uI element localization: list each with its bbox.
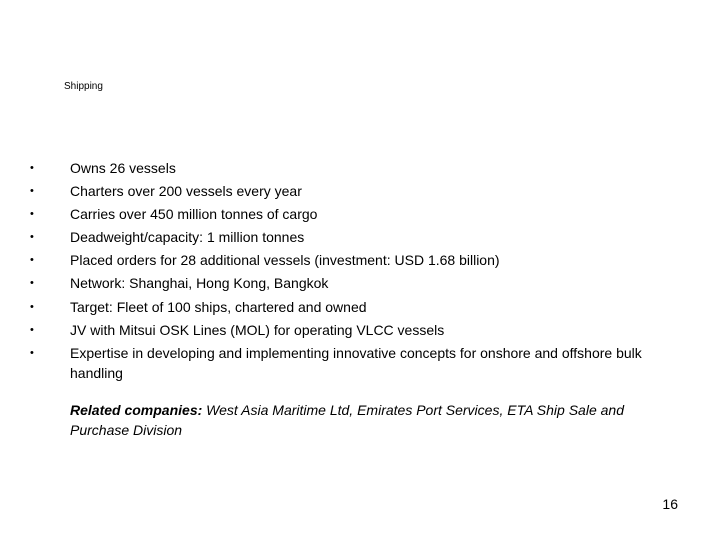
bullet-icon: •: [30, 300, 34, 313]
list-item: [30, 343, 650, 383]
related-companies: [70, 400, 630, 440]
bullet-text: Network: Shanghai, Hong Kong, Bangkok: [70, 275, 329, 292]
related-companies-label: Related companies:: [70, 402, 203, 418]
bullet-icon: •: [30, 208, 34, 221]
bullet-text: Charters over 200 vessels every year: [70, 183, 302, 200]
bullet-text: Placed orders for 28 additional vessels (investment: USD 1.68 billion): [70, 252, 500, 269]
bullet-text: Carries over 450 million tonnes of cargo: [70, 206, 318, 223]
list-item: [30, 297, 650, 317]
page-number: 16: [662, 496, 678, 512]
list-item: [30, 250, 650, 270]
bullet-text: Expertise in developing and implementing innovative concepts for onshore and offshore bulk handling: [70, 344, 642, 381]
bullet-icon: •: [30, 277, 34, 290]
bullet-text: Target: Fleet of 100 ships, chartered and owned: [70, 298, 367, 315]
list-item: [30, 204, 650, 224]
list-item: [30, 181, 650, 201]
bullet-icon: •: [30, 346, 34, 359]
list-item: [30, 320, 650, 340]
bullet-text: JV with Mitsui OSK Lines (MOL) for operating VLCC vessels: [70, 321, 445, 338]
list-item: [30, 273, 650, 293]
bullet-icon: •: [30, 254, 34, 267]
list-item: [30, 158, 650, 178]
bullet-text: Owns 26 vessels: [70, 160, 176, 176]
bullet-list: [30, 158, 650, 386]
bullet-icon: •: [30, 323, 34, 336]
bullet-icon: •: [30, 185, 34, 198]
related-companies-text: West Asia Maritime Ltd, Emirates Port Services, ETA Ship Sale and Purchase Division: [70, 402, 624, 438]
bullet-icon: •: [30, 162, 34, 174]
bullet-text: Deadweight/capacity: 1 million tonnes: [70, 229, 305, 246]
list-item: [30, 227, 650, 247]
bullet-icon: •: [30, 231, 34, 244]
slide-title: Shipping: [64, 81, 103, 92]
